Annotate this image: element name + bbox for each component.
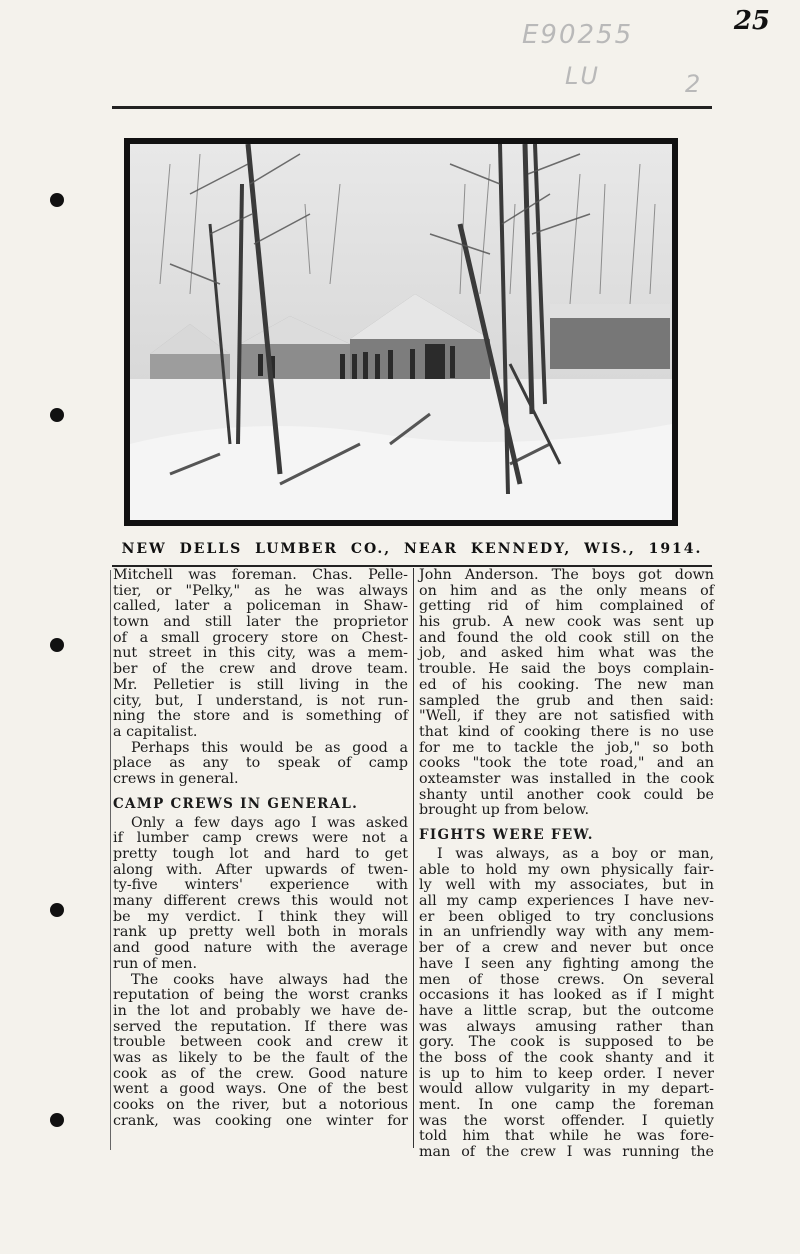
text-line: oxteamster was installed in the cook bbox=[419, 770, 714, 787]
text-line: cooks on the river, but a notorious bbox=[113, 1097, 408, 1113]
text-line: all my camp experiences I have nev- bbox=[419, 893, 714, 910]
top-rule bbox=[112, 106, 712, 109]
text-line: went a good ways. One of the best bbox=[113, 1081, 408, 1098]
text-line: run of men. bbox=[113, 955, 198, 972]
text-line: trouble. He said the boys complain- bbox=[419, 661, 714, 678]
camp-photograph bbox=[124, 138, 678, 526]
text-line: The cooks have always had the bbox=[131, 971, 408, 988]
text-line: John Anderson. The boys got down bbox=[419, 567, 714, 583]
text-line: reputation of being the worst cranks bbox=[113, 987, 408, 1004]
text-line: cooks "took the tote road," and an bbox=[419, 755, 714, 772]
text-line: "Well, if they are not satisfied with bbox=[419, 708, 714, 725]
section-heading: CAMP CREWS IN GENERAL. bbox=[113, 795, 359, 812]
text-line: occasions it has looked as if I might bbox=[419, 987, 714, 1004]
text-line: Only a few days ago I was asked bbox=[131, 814, 408, 831]
text-line: was always amusing rather than bbox=[419, 1018, 714, 1035]
text-line: ed of his cooking. The new man bbox=[419, 676, 714, 693]
text-line: ning the store and is something of bbox=[113, 708, 408, 725]
text-line: town and still later the proprietor bbox=[113, 614, 408, 631]
margin-note-code: LU bbox=[565, 62, 600, 90]
text-line: nut street in this city, was a mem- bbox=[113, 645, 408, 662]
text-line: many different crews this would not bbox=[113, 893, 408, 910]
text-line: crank, was cooking one winter for bbox=[113, 1112, 408, 1129]
page-number: 25 bbox=[733, 6, 770, 36]
binder-hole-1 bbox=[50, 193, 64, 207]
text-line: job, and asked him what was the bbox=[419, 645, 714, 662]
camp-photo-illustration bbox=[130, 144, 672, 520]
photo-caption: NEW DELLS LUMBER CO., NEAR KENNEDY, WIS., 1914. bbox=[121, 541, 703, 557]
left-column bbox=[113, 568, 408, 1129]
binder-hole-2 bbox=[50, 408, 64, 422]
right-column bbox=[419, 568, 714, 1161]
text-line: and found the old cook still on the bbox=[419, 629, 714, 646]
text-line: told him that while he was fore- bbox=[419, 1128, 714, 1145]
text-line: men of those crews. On several bbox=[419, 971, 714, 988]
text-line: pretty tough lot and hard to get bbox=[113, 846, 408, 862]
text-line: the boss of the cook shanty and it bbox=[419, 1049, 714, 1066]
text-line: gory. The cook is supposed to be bbox=[419, 1034, 714, 1051]
section-heading: FIGHTS WERE FEW. bbox=[419, 827, 594, 843]
text-line: brought up from below. bbox=[419, 802, 590, 819]
text-line: if lumber camp crews were not a bbox=[113, 830, 408, 847]
text-line: able to hold my own physically fair- bbox=[419, 861, 714, 878]
text-line: on him and as the only means of bbox=[419, 582, 714, 599]
text-line: ber of the crew and drove team. bbox=[113, 661, 408, 678]
text-line: sampled the grub and then said: bbox=[419, 692, 714, 709]
text-line: was as likely to be the fault of the bbox=[113, 1049, 408, 1066]
text-line: that kind of cooking there is no use bbox=[419, 723, 714, 740]
text-line: ber of a crew and never but once bbox=[419, 940, 714, 957]
margin-note-number: 2 bbox=[685, 70, 703, 98]
text-line: ty-five winters' experience with bbox=[113, 877, 408, 894]
text-line: was the worst offender. I quietly bbox=[419, 1112, 714, 1129]
text-line: his grub. A new cook was sent up bbox=[419, 614, 714, 631]
text-line: tier, or "Pelky," as he was always bbox=[113, 582, 408, 599]
text-line: getting rid of him complained of bbox=[419, 598, 714, 615]
text-line: man of the crew I was running the bbox=[419, 1144, 714, 1161]
text-line: Perhaps this would be as good a bbox=[131, 739, 408, 756]
text-line: served the reputation. If there was bbox=[113, 1018, 408, 1035]
text-line: city, but, I understand, is not run- bbox=[113, 692, 408, 709]
text-line: rank up pretty well both in morals bbox=[113, 924, 408, 941]
text-line: for me to tackle the job," so both bbox=[419, 739, 714, 756]
text-line: Mr. Pelletier is still living in the bbox=[113, 676, 408, 693]
text-line: trouble between cook and crew it bbox=[113, 1034, 408, 1051]
text-line: be my verdict. I think they will bbox=[113, 908, 408, 925]
binder-hole-3 bbox=[50, 638, 64, 652]
text-line: have a little scrap, but the outcome bbox=[419, 1002, 714, 1019]
text-line: er been obliged to try conclusions bbox=[419, 908, 714, 925]
text-line: called, later a policeman in Shaw- bbox=[113, 598, 408, 615]
text-line: a capitalist. bbox=[113, 723, 198, 740]
text-line: and good nature with the average bbox=[113, 940, 408, 957]
text-line: shanty until another cook could be bbox=[419, 786, 714, 803]
margin-note-catalog: E90255 bbox=[522, 20, 634, 50]
left-margin-rule bbox=[110, 570, 111, 1150]
text-line: of a small grocery store on Chest- bbox=[113, 629, 408, 646]
text-line: is up to him to keep order. I never bbox=[419, 1065, 714, 1082]
text-line: I was always, as a boy or man, bbox=[437, 846, 714, 862]
column-divider bbox=[413, 568, 414, 1148]
text-line: cook as of the crew. Good nature bbox=[113, 1065, 408, 1082]
text-line: ly well with my associates, but in bbox=[419, 877, 714, 894]
binder-hole-4 bbox=[50, 903, 64, 917]
text-line: place as any to speak of camp bbox=[113, 755, 408, 772]
text-line: along with. After upwards of twen- bbox=[113, 861, 408, 878]
text-line: in the lot and probably we have de- bbox=[113, 1002, 408, 1019]
text-line: in an unfriendly way with any mem- bbox=[419, 924, 714, 941]
text-line: have I seen any fighting among the bbox=[419, 955, 714, 972]
binder-hole-5 bbox=[50, 1113, 64, 1127]
text-line: would allow vulgarity in my depart- bbox=[419, 1081, 714, 1098]
text-line: ment. In one camp the foreman bbox=[419, 1097, 714, 1113]
text-line: Mitchell was foreman. Chas. Pelle- bbox=[113, 567, 408, 583]
text-line: crews in general. bbox=[113, 770, 239, 787]
